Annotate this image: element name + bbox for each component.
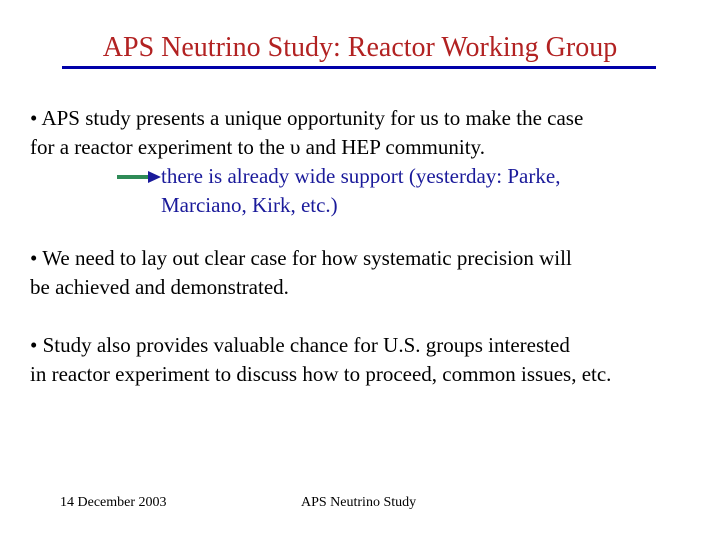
bullet-3-line-1	[30, 331, 611, 360]
bullet-2	[30, 244, 572, 302]
support-note	[161, 162, 560, 220]
footer-date: 14 December 2003	[60, 495, 167, 510]
bullet-1-text-2: for a reactor experiment to the υ and HEP community.	[30, 135, 485, 159]
bullet-3	[30, 331, 611, 389]
support-note-line-1: there is already wide support (yesterday: Parke,	[161, 164, 561, 188]
bullet-3-text-1: Study also provides valuable chance for U.S. groups interested	[42, 333, 570, 357]
bullet-1-line-1	[30, 104, 583, 133]
title-underline	[62, 66, 656, 69]
support-note-line-2: Marciano, Kirk, etc.)	[161, 193, 338, 217]
bullet-2-line-1	[30, 244, 572, 273]
right-arrow-icon	[116, 169, 162, 185]
bullet-marker: •	[30, 333, 38, 357]
bullet-marker: •	[30, 246, 38, 270]
bullet-2-text-1: We need to lay out clear case for how systematic precision will	[42, 246, 572, 270]
footer-title: APS Neutrino Study	[301, 495, 417, 510]
bullet-1	[30, 104, 583, 162]
bullet-2-text-2: be achieved and demonstrated.	[30, 275, 289, 299]
bullet-marker: •	[30, 106, 38, 130]
slide-title: APS Neutrino Study: Reactor Working Group	[102, 32, 618, 63]
bullet-1-text-1: APS study presents a unique opportunity for us to make the case	[41, 106, 584, 130]
bullet-3-text-2: in reactor experiment to discuss how to proceed, common issues, etc.	[30, 362, 612, 386]
